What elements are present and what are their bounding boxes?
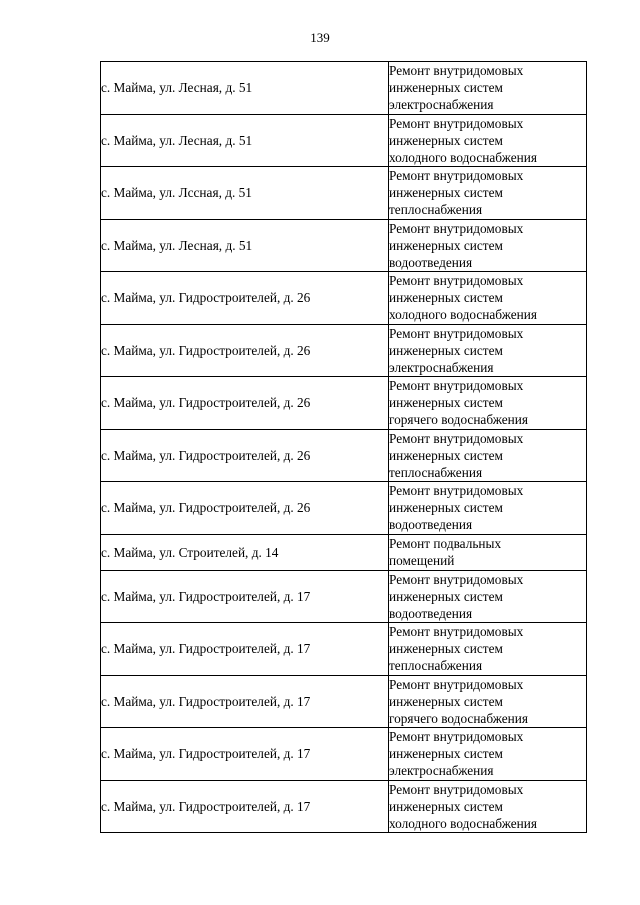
work-type-cell [389, 570, 587, 623]
table-row [101, 429, 587, 482]
page-number: 139 [310, 30, 330, 45]
work-type-line: инженерных систем [389, 500, 503, 516]
table-row [101, 324, 587, 377]
work-type-line: горячего водоснабжения [389, 710, 529, 726]
table-row [101, 114, 587, 167]
work-type-cell [389, 675, 587, 728]
address-cell: с. Майма, ул. Лесная, д. 51 [101, 114, 389, 167]
address-cell: с. Майма, ул. Лсcная, д. 51 [101, 167, 389, 220]
work-type-cell [389, 623, 587, 676]
address-cell: с. Майма, ул. Лесная, д. 51 [101, 219, 389, 272]
work-type-line: Ремонт внутридомовых [389, 483, 524, 499]
address-cell: с. Майма, ул. Строителей, д. 14 [101, 534, 389, 570]
work-type-cell [389, 780, 587, 833]
work-type-line: инженерных систем [389, 290, 503, 306]
table-row [101, 534, 587, 570]
work-type-line: инженерных систем [389, 693, 503, 709]
work-type-cell [389, 167, 587, 220]
work-type-line: Ремонт внутридомовых [389, 378, 524, 394]
address-cell: с. Майма, ул. Гидростроителей, д. 26 [101, 429, 389, 482]
work-type-line: Ремонт внутридомовых [389, 115, 524, 131]
work-type-cell [389, 219, 587, 272]
work-type-line: инженерных систем [389, 80, 503, 96]
work-type-line: помещений [389, 553, 455, 568]
work-type-line: инженерных систем [389, 746, 503, 762]
work-type-cell [389, 534, 587, 570]
work-type-line: инженерных систем [389, 395, 503, 411]
work-type-line: Ремонт подвальных [389, 536, 502, 551]
work-type-line: Ремонт внутридомовых [389, 781, 524, 797]
work-type-line: инженерных систем [389, 447, 503, 463]
work-type-line: водоотведения [389, 254, 473, 270]
work-type-cell [389, 62, 587, 115]
table-row [101, 780, 587, 833]
works-table-body [101, 62, 587, 833]
work-type-cell [389, 728, 587, 781]
work-type-line: электроснабжения [389, 763, 494, 779]
table-row [101, 728, 587, 781]
work-type-line: Ремонт внутридомовых [389, 729, 524, 745]
address-cell: с. Майма, ул. Гидростроителей, д. 17 [101, 675, 389, 728]
work-type-line: Ремонт внутридомовых [389, 571, 524, 587]
work-type-line: Ремонт внутридомовых [389, 220, 524, 236]
work-type-line: инженерных систем [389, 237, 503, 253]
work-type-line: инженерных систем [389, 641, 503, 657]
work-type-cell [389, 114, 587, 167]
work-type-line: электроснабжения [389, 359, 494, 375]
address-cell: с. Майма, ул. Гидростроителей, д. 26 [101, 272, 389, 325]
work-type-line: холодного водоснабжения [389, 307, 537, 323]
works-table [100, 61, 587, 833]
work-type-line: Ремонт внутридомовых [389, 676, 524, 692]
work-type-line: Ремонт внутридомовых [389, 325, 524, 341]
table-row [101, 377, 587, 430]
work-type-line: Ремонт внутридомовых [389, 624, 524, 640]
table-row [101, 623, 587, 676]
work-type-cell [389, 377, 587, 430]
table-row [101, 167, 587, 220]
work-type-line: инженерных систем [389, 185, 503, 201]
work-type-line: теплоснабжения [389, 464, 483, 480]
work-type-line: теплоснабжения [389, 202, 483, 218]
work-type-line: холодного водоснабжения [389, 149, 537, 165]
work-type-line: инженерных систем [389, 798, 503, 814]
work-type-line: Ремонт внутридомовых [389, 63, 524, 79]
work-type-line: инженерных систем [389, 132, 503, 148]
address-cell: с. Майма, ул. Гидростроителей, д. 26 [101, 482, 389, 535]
work-type-line: водоотведения [389, 517, 473, 533]
address-cell: с. Майма, ул. Гидростроителей, д. 17 [101, 780, 389, 833]
work-type-cell [389, 429, 587, 482]
work-type-cell [389, 482, 587, 535]
address-cell: с. Майма, ул. Гидростроителей, д. 17 [101, 570, 389, 623]
address-cell: с. Майма, ул. Гидростроителей, д. 26 [101, 324, 389, 377]
work-type-line: инженерных систем [389, 342, 503, 358]
work-type-line: теплоснабжения [389, 658, 483, 674]
address-cell: с. Майма, ул. Гидростроителей, д. 17 [101, 623, 389, 676]
table-row [101, 675, 587, 728]
work-type-line: водоотведения [389, 605, 473, 621]
table-row [101, 219, 587, 272]
work-type-line: инженерных систем [389, 588, 503, 604]
table-row [101, 272, 587, 325]
address-cell: с. Майма, ул. Гидростроителей, д. 17 [101, 728, 389, 781]
address-cell: с. Майма, ул. Лесная, д. 51 [101, 62, 389, 115]
work-type-line: Ремонт внутридомовых [389, 168, 524, 184]
work-type-cell [389, 272, 587, 325]
work-type-line: электроснабжения [389, 97, 494, 113]
work-type-line: горячего водоснабжения [389, 412, 529, 428]
table-row [101, 62, 587, 115]
work-type-line: Ремонт внутридомовых [389, 273, 524, 289]
address-cell: с. Майма, ул. Гидростроителей, д. 26 [101, 377, 389, 430]
work-type-line: холодного водоснабжения [389, 815, 537, 831]
work-type-line: Ремонт внутридомовых [389, 430, 524, 446]
work-type-cell [389, 324, 587, 377]
table-row [101, 570, 587, 623]
table-row [101, 482, 587, 535]
